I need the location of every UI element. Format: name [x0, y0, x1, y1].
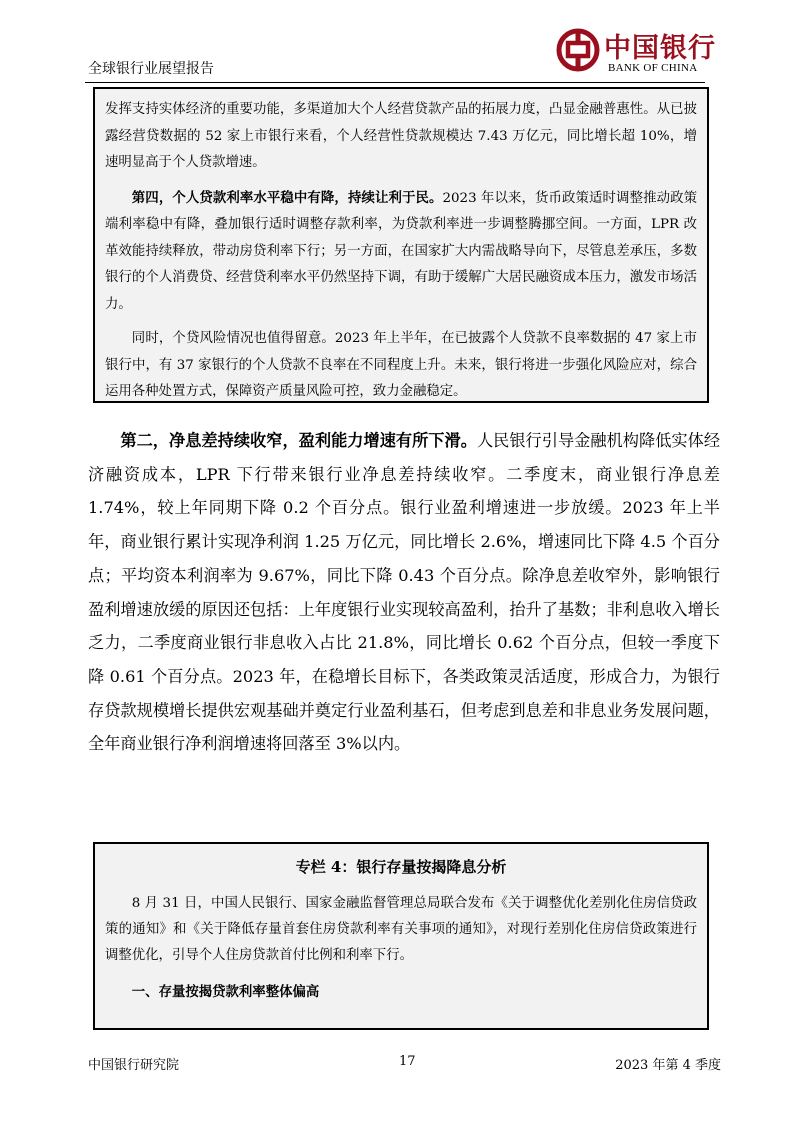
box-paragraph-2-body: 2023 年以来，货币政策适时调整推动政策端利率稳中有降，叠加银行适时调整存款利率，为贷款利率进一步调整腾挪空间。一方面，LPR 改革效能持续释放，带动房贷利率下行；另一方面，在国家扩大内需战略导向下，尽管息差承压，多数银行的个人消费贷、经营贷利率水平仍然坚持下调，有助于缓解广大居民融资成本压力，激发市场活力。	[105, 190, 697, 312]
footer-period: 2023 年第 4 季度	[615, 1058, 721, 1073]
column-box-4	[93, 842, 709, 1030]
page-number: 17	[399, 1054, 416, 1069]
continued-text-box	[93, 87, 709, 403]
main-paragraph-body: 人民银行引导金融机构降低实体经济融资成本，LPR 下行带来银行业净息差持续收窄。二季度末，商业银行净息差 1.74%，较上年同期下降 0.2 个百分点。银行业盈利增速进一步放缓。2023 年上半年，商业银行累计实现净利润 1.25 万亿元，同比增长 2.6%，增速同比下降 4.5 个百分点；平均资本利润率为 9.67%，同比下降 0.43 个百分点。除净息差收窄外，影响银行盈利增速放缓的原因还包括：上年度银行业实现较高盈利，抬升了基数；非利息收入增长乏力，二季度商业银行非息收入占比 21.8%，同比增长 0.62 个百分点，但较一季度下降 0.61 个百分点。2023 年，在稳增长目标下，各类政策灵活适度，形成合力，为银行存贷款规模增长提供宏观基础并奠定行业盈利基石，但考虑到息差和非息业务发展问题，全年商业银行净利润增速将回落至 3%以内。	[88, 431, 721, 754]
page-footer	[88, 1054, 721, 1074]
box-paragraph-2	[105, 185, 697, 319]
logo-english-name: BANK OF CHINA	[608, 62, 698, 74]
bank-logo	[556, 26, 716, 78]
logo-chinese-name: 中国银行	[604, 33, 716, 64]
bank-of-china-emblem-icon	[556, 28, 600, 72]
footer-institution: 中国银行研究院	[88, 1058, 180, 1073]
box-paragraph-1: 发挥支持实体经济的重要功能，多渠道加大个人经营贷款产品的拓展力度，凸显金融普惠性。从已披露经营贷数据的 52 家上市银行来看，个人经营性贷款规模达 7.43 万亿元，同比增长超 10%，增速明显高于个人贷款增速。	[105, 102, 697, 170]
header-divider	[85, 82, 705, 83]
column-box-paragraph: 8 月 31 日，中国人民银行、国家金融监督管理总局联合发布《关于调整优化差别化住房信贷政策的通知》和《关于降低存量首套住房贷款利率有关事项的通知》，对现行差别化住房信贷政策进行调整优化，引导个人住房贷款首付比例和利率下行。	[105, 896, 697, 963]
column-box-title: 专栏 4：银行存量按揭降息分析	[295, 858, 507, 876]
column-box-subheading: 一、存量按揭贷款利率整体偏高	[131, 984, 320, 1000]
main-paragraph-lead: 第二，净息差持续收窄，盈利能力增速有所下滑。	[120, 431, 477, 450]
box-paragraph-3: 同时，个贷风险情况也值得留意。2023 年上半年，在已披露个人贷款不良率数据的 47 家上市银行中，有 37 家银行的个人贷款不良率在不同程度上升。未来，银行将进一步强化风险应对，综合运用各种处置方式，保障资产质量风险可控，致力金融稳定。	[105, 331, 697, 399]
main-paragraph	[88, 424, 720, 761]
report-title: 全球银行业展望报告	[88, 61, 214, 77]
page-header	[0, 0, 793, 86]
box-paragraph-2-lead: 第四，个人贷款利率水平稳中有降，持续让利于民。	[131, 189, 443, 206]
